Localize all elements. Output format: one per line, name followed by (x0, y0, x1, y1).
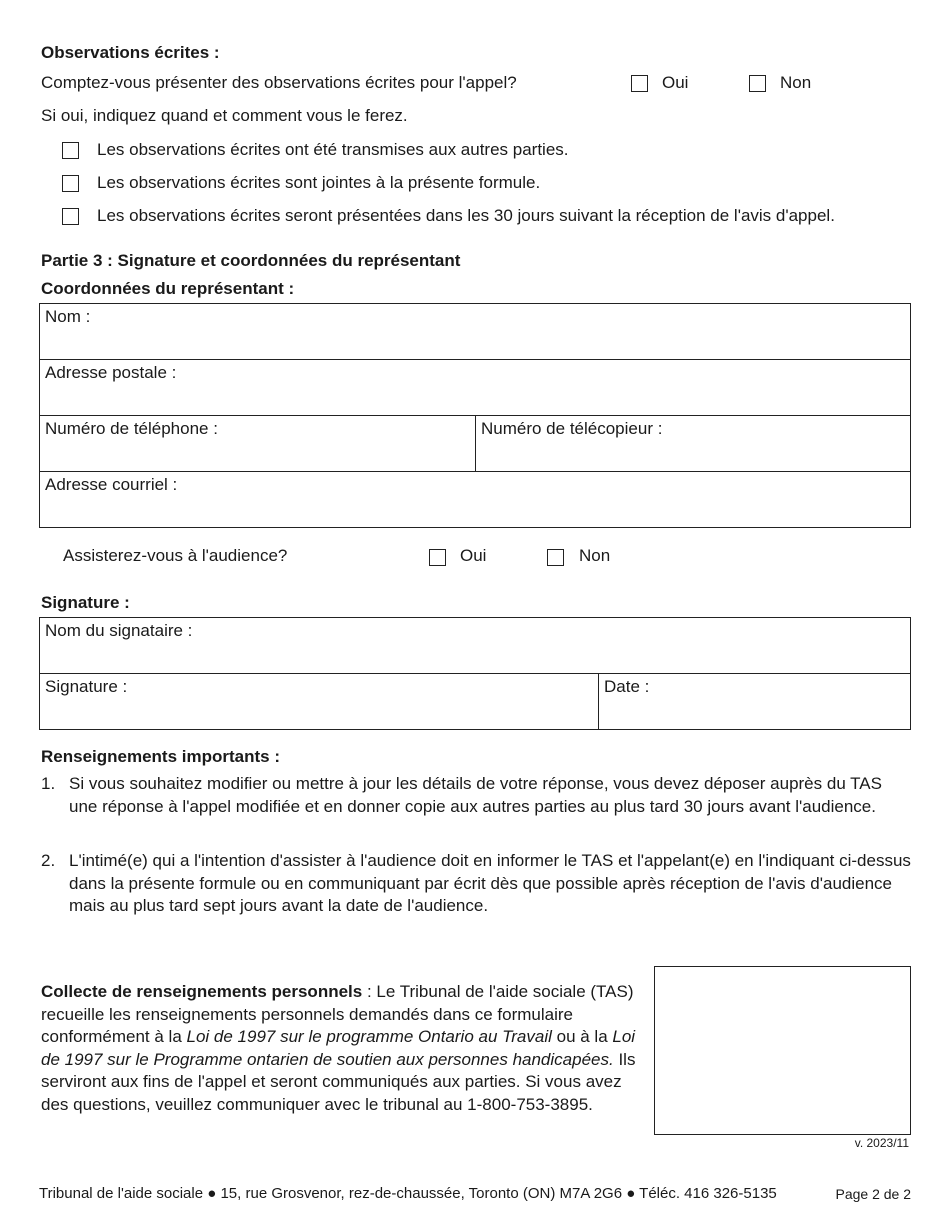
written-option-3-checkbox[interactable] (62, 208, 79, 225)
email-label: Adresse courriel : (45, 475, 178, 494)
attend-yes-checkbox[interactable] (429, 549, 446, 566)
written-option-1-label: Les observations écrites ont été transmises aux autres parties. (97, 140, 569, 159)
address-label: Adresse postale : (45, 363, 177, 382)
written-yes-checkbox[interactable] (631, 75, 648, 92)
attend-no-checkbox[interactable] (547, 549, 564, 566)
signer-name-input[interactable] (44, 648, 906, 670)
written-yes-label: Oui (662, 73, 689, 92)
name-field (39, 303, 911, 360)
address-field (39, 359, 911, 416)
footer-address: Tribunal de l'aide sociale ● 15, rue Grosvenor, rez-de-chaussée, Toronto (ON) M7A 2G6 ● Téléc. 416 326-5135 (39, 1185, 777, 1202)
signature-field (39, 673, 599, 730)
privacy-notice (41, 981, 641, 1116)
date-input[interactable] (603, 704, 906, 726)
privacy-lead: Collecte de renseignements personnels (41, 982, 363, 1001)
important-item-1 (41, 773, 911, 818)
written-option-2-label: Les observations écrites sont jointes à la présente formule. (97, 173, 541, 192)
privacy-part1: : Le Tribunal de l'aide sociale (TAS) recueille les renseignements personnels demandés dans ce formulaire conformément à la (41, 982, 634, 1046)
privacy-part2: ou à la (551, 1027, 613, 1046)
privacy-law1: Loi de 1997 sur le programme Ontario au Travail (186, 1027, 552, 1046)
written-no-checkbox[interactable] (749, 75, 766, 92)
privacy-law2: Loi de 1997 sur le Programme ontarien de soutien aux personnes handicapées. (41, 1027, 636, 1069)
contact-heading: Coordonnées du représentant : (41, 279, 295, 298)
signature-heading: Signature : (41, 593, 130, 612)
fax-input[interactable] (480, 446, 906, 468)
version-label: v. 2023/11 (854, 1136, 909, 1150)
important-item-2-text: L'intimé(e) qui a l'intention d'assister à l'audience doit en informer le TAS et l'appelant(e) en l'indiquant ci-dessus dans la présente formule ou en communiquant par écrit dès que possible après réception de l'avis d'audience mais au plus tard sept jours avant la date de l'audience. (69, 851, 911, 915)
page-number: Page 2 de 2 (835, 1186, 911, 1202)
address-input[interactable] (44, 390, 906, 412)
phone-label: Numéro de téléphone : (45, 419, 218, 438)
signer-name-label: Nom du signataire : (45, 621, 193, 640)
part3-heading: Partie 3 : Signature et coordonnées du représentant (41, 251, 461, 270)
privacy-part3: Ils serviront aux fins de l'appel et seront communiqués aux parties. Si vous avez des questions, veuillez communiquer avec le tribunal au 1-800-753-3895. (41, 1049, 636, 1114)
fax-field (475, 415, 911, 472)
important-item-1-text: Si vous souhaitez modifier ou mettre à jour les détails de votre réponse, vous devez déposer auprès du TAS une réponse à l'appel modifiée et en donner copie aux autres parties au plus tard 30 jours avant l'audience. (69, 774, 882, 816)
written-option-1-checkbox[interactable] (62, 142, 79, 159)
name-input[interactable] (44, 334, 906, 356)
written-option-3-label: Les observations écrites seront présentées dans les 30 jours suivant la réception de l'avis d'appel. (97, 206, 835, 225)
signature-input[interactable] (44, 704, 594, 726)
email-field (39, 471, 911, 528)
written-instruction: Si oui, indiquez quand et comment vous le ferez. (41, 106, 408, 125)
stamp-box (654, 966, 911, 1135)
phone-field (39, 415, 476, 472)
important-item-2 (41, 850, 911, 918)
written-question: Comptez-vous présenter des observations écrites pour l'appel? (41, 73, 517, 92)
signer-name-field (39, 617, 911, 674)
important-item-1-number: 1. (41, 774, 56, 793)
signature-label: Signature : (45, 677, 128, 696)
date-label: Date : (604, 677, 650, 696)
name-label: Nom : (45, 307, 91, 326)
important-heading: Renseignements importants : (41, 747, 280, 766)
date-field (598, 673, 911, 730)
written-heading: Observations écrites : (41, 43, 220, 62)
attend-yes-label: Oui (460, 546, 487, 565)
attend-no-label: Non (579, 546, 611, 565)
attend-question: Assisterez-vous à l'audience? (63, 546, 288, 565)
fax-label: Numéro de télécopieur : (481, 419, 663, 438)
phone-input[interactable] (44, 446, 471, 468)
written-no-label: Non (780, 73, 812, 92)
written-option-2-checkbox[interactable] (62, 175, 79, 192)
email-input[interactable] (44, 502, 906, 524)
important-item-2-number: 2. (41, 851, 56, 870)
